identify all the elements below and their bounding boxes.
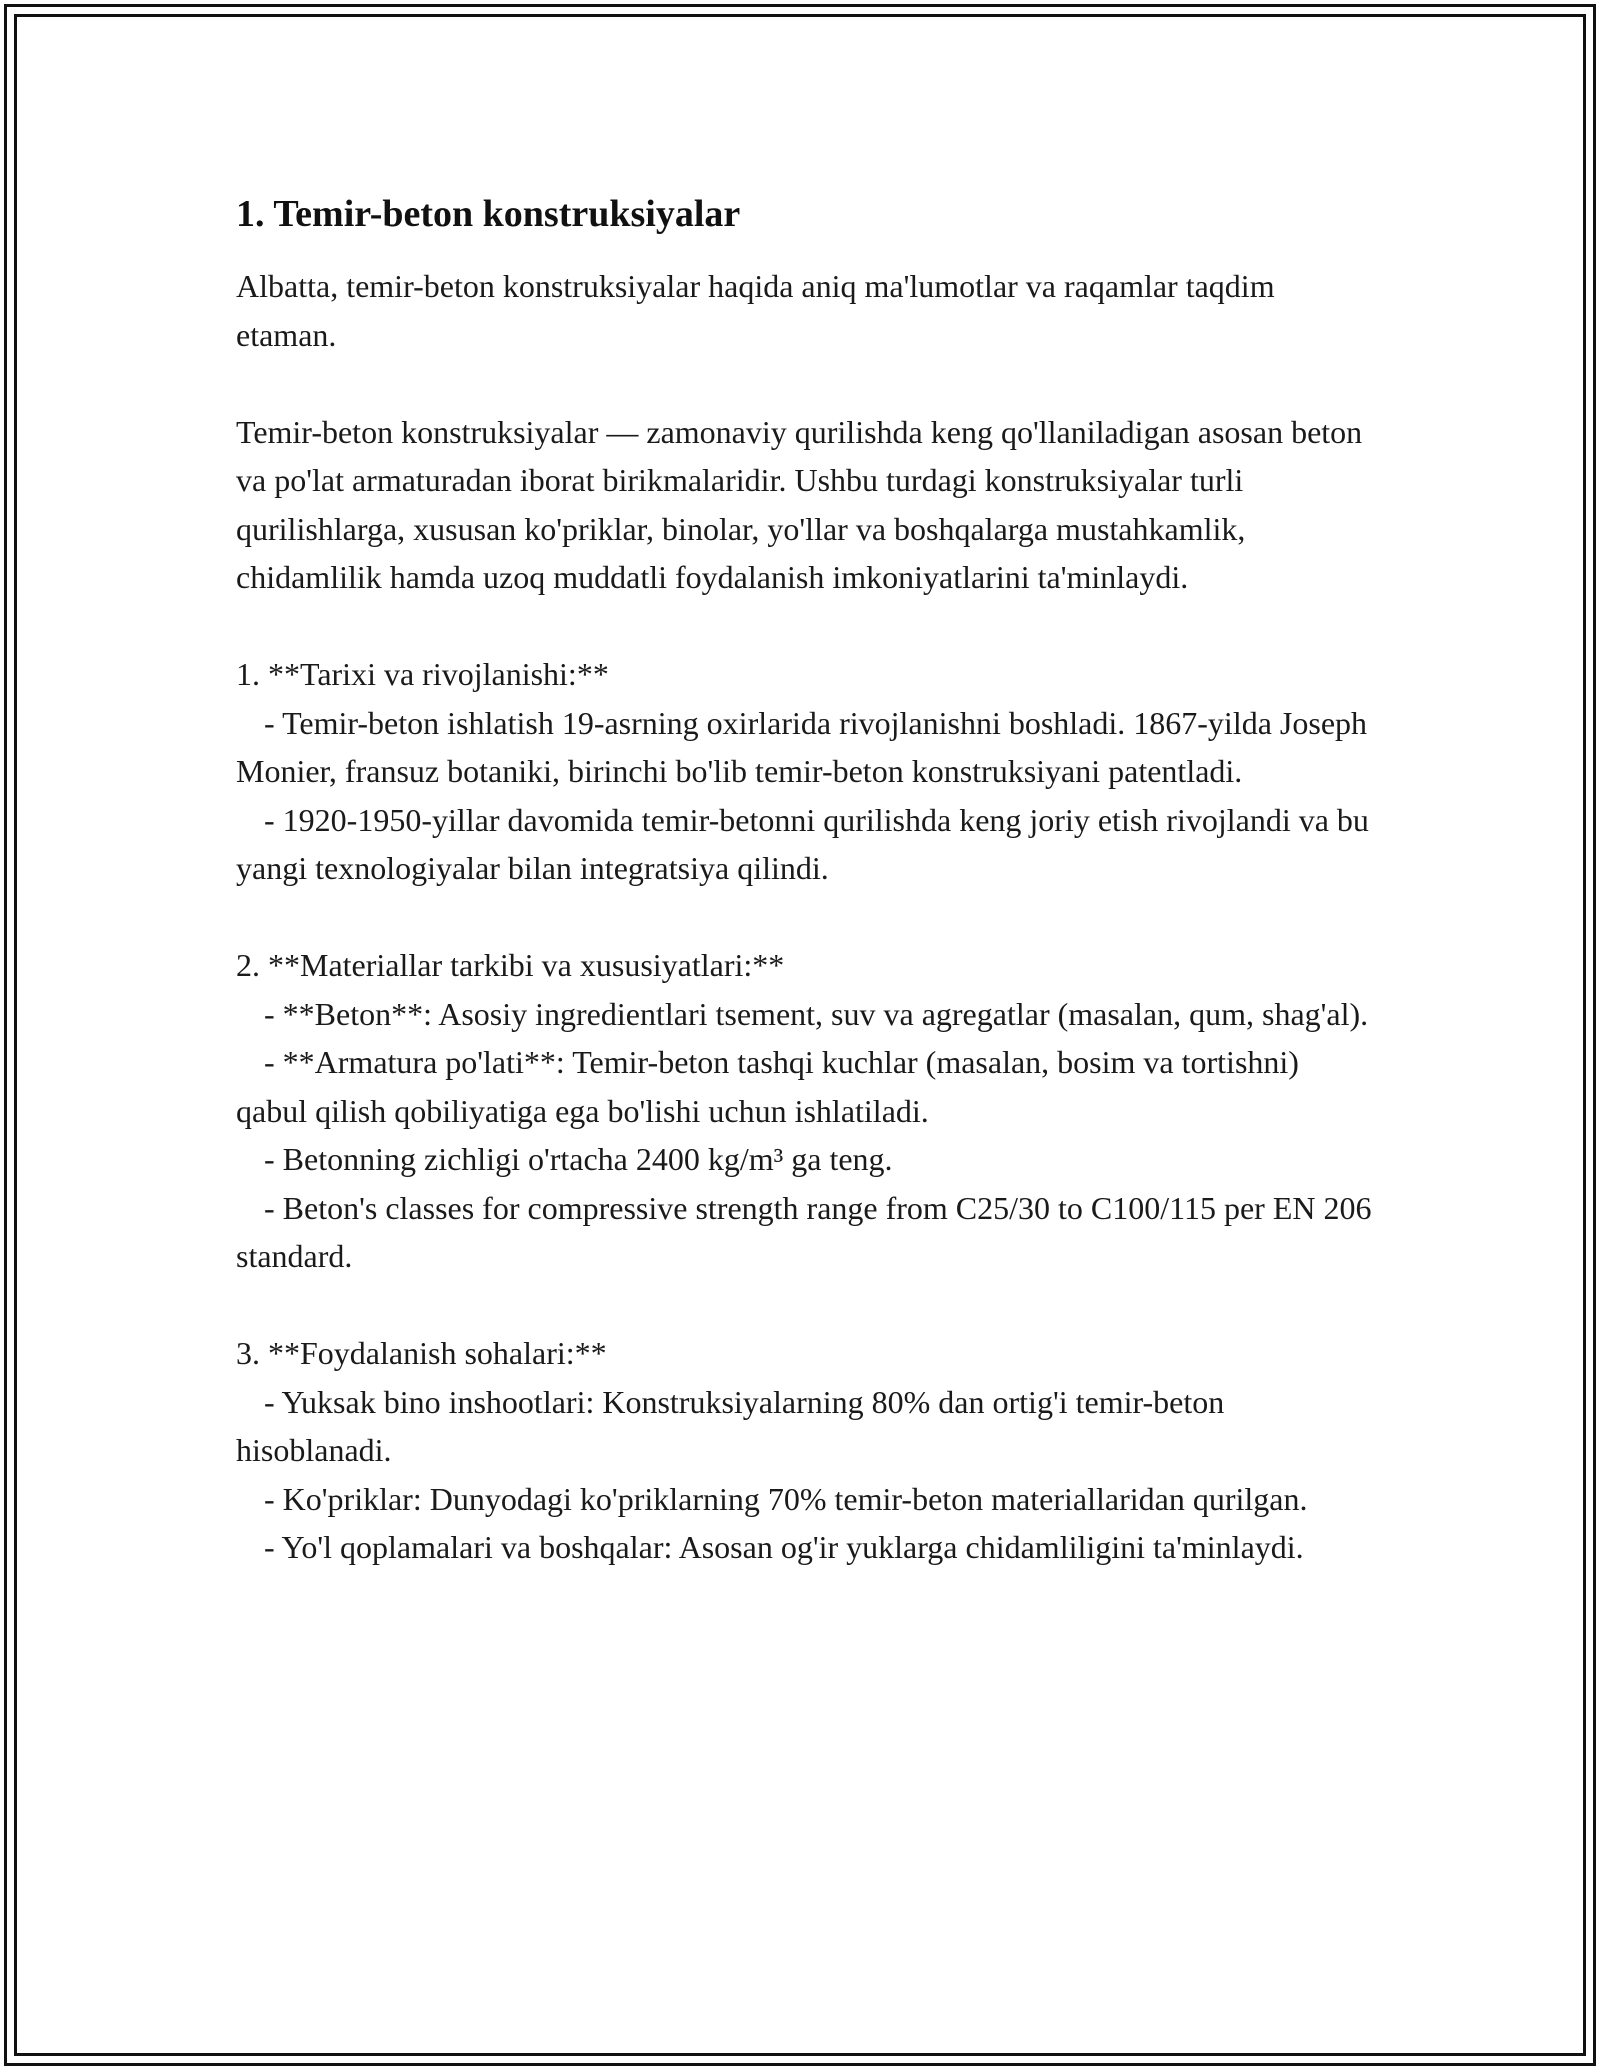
paragraph-spacer bbox=[236, 602, 1376, 651]
document-heading: 1. Temir-beton konstruksiyalar bbox=[236, 193, 741, 235]
intro-paragraph: Albatta, temir-beton konstruksiyalar haqida aniq ma'lumotlar va raqamlar taqdim etaman. bbox=[236, 268, 1275, 353]
list-item: - Yuksak bino inshootlari: Konstruksiyalarning 80% dan ortig'i temir-beton hisoblanadi. bbox=[236, 1383, 1225, 1468]
paragraph-spacer bbox=[236, 893, 1376, 942]
list-item: - Temir-beton ishlatish 19-asrning oxirlarida rivojlanishni boshladi. 1867-yilda Joseph Monier, fransuz botaniki, birinchi bo'lib temir-beton konstruksiyani patentladi. bbox=[236, 704, 1368, 789]
paragraph-spacer bbox=[236, 1281, 1376, 1330]
paragraph-spacer bbox=[236, 359, 1376, 408]
definition-paragraph: Temir-beton konstruksiyalar — zamonaviy qurilishda keng qo'llaniladigan asosan beton va po'lat armaturadan iborat birikmalaridir. Ushbu turdagi konstruksiyalar turli qurilishlarga, xususan ko'priklar, binolar, yo'llar va boshqalarga mustahkamlik, chidamlilik hamda uzoq muddatli foydalanish imkoniyatlarini ta'minlaydi. bbox=[236, 413, 1363, 595]
section-title-applications: 3. **Foydalanish sohalari:** bbox=[236, 1335, 607, 1371]
list-item: - **Armatura po'lati**: Temir-beton tashqi kuchlar (masalan, bosim va tortishni) qabul qilish qobiliyatiga ega bo'lishi uchun ishlatiladi. bbox=[236, 1044, 1299, 1129]
list-item: - Yo'l qoplamalari va boshqalar: Asosan og'ir yuklarga chidamliligini ta'minlaydi. bbox=[264, 1529, 1304, 1565]
list-item: - Beton's classes for compressive strength range from C25/30 to C100/115 per EN 206 standard. bbox=[236, 1189, 1372, 1274]
list-item: - 1920-1950-yillar davomida temir-betonni qurilishda keng joriy etish rivojlandi va bu yangi texnologiyalar bilan integratsiya qilindi. bbox=[236, 801, 1369, 886]
document-body bbox=[236, 190, 1376, 1572]
list-item: - Ko'priklar: Dunyodagi ko'priklarning 70% temir-beton materiallaridan qurilgan. bbox=[264, 1480, 1308, 1517]
section-title-materials: 2. **Materiallar tarkibi va xususiyatlari:** bbox=[236, 947, 785, 983]
list-item: - Betonning zichligi o'rtacha 2400 kg/m³ ga teng. bbox=[264, 1141, 893, 1177]
section-title-history: 1. **Tarixi va rivojlanishi:** bbox=[236, 656, 609, 692]
list-item: - **Beton**: Asosiy ingredientlari tsement, suv va agregatlar (masalan, qum, shag'al). bbox=[264, 995, 1369, 1032]
